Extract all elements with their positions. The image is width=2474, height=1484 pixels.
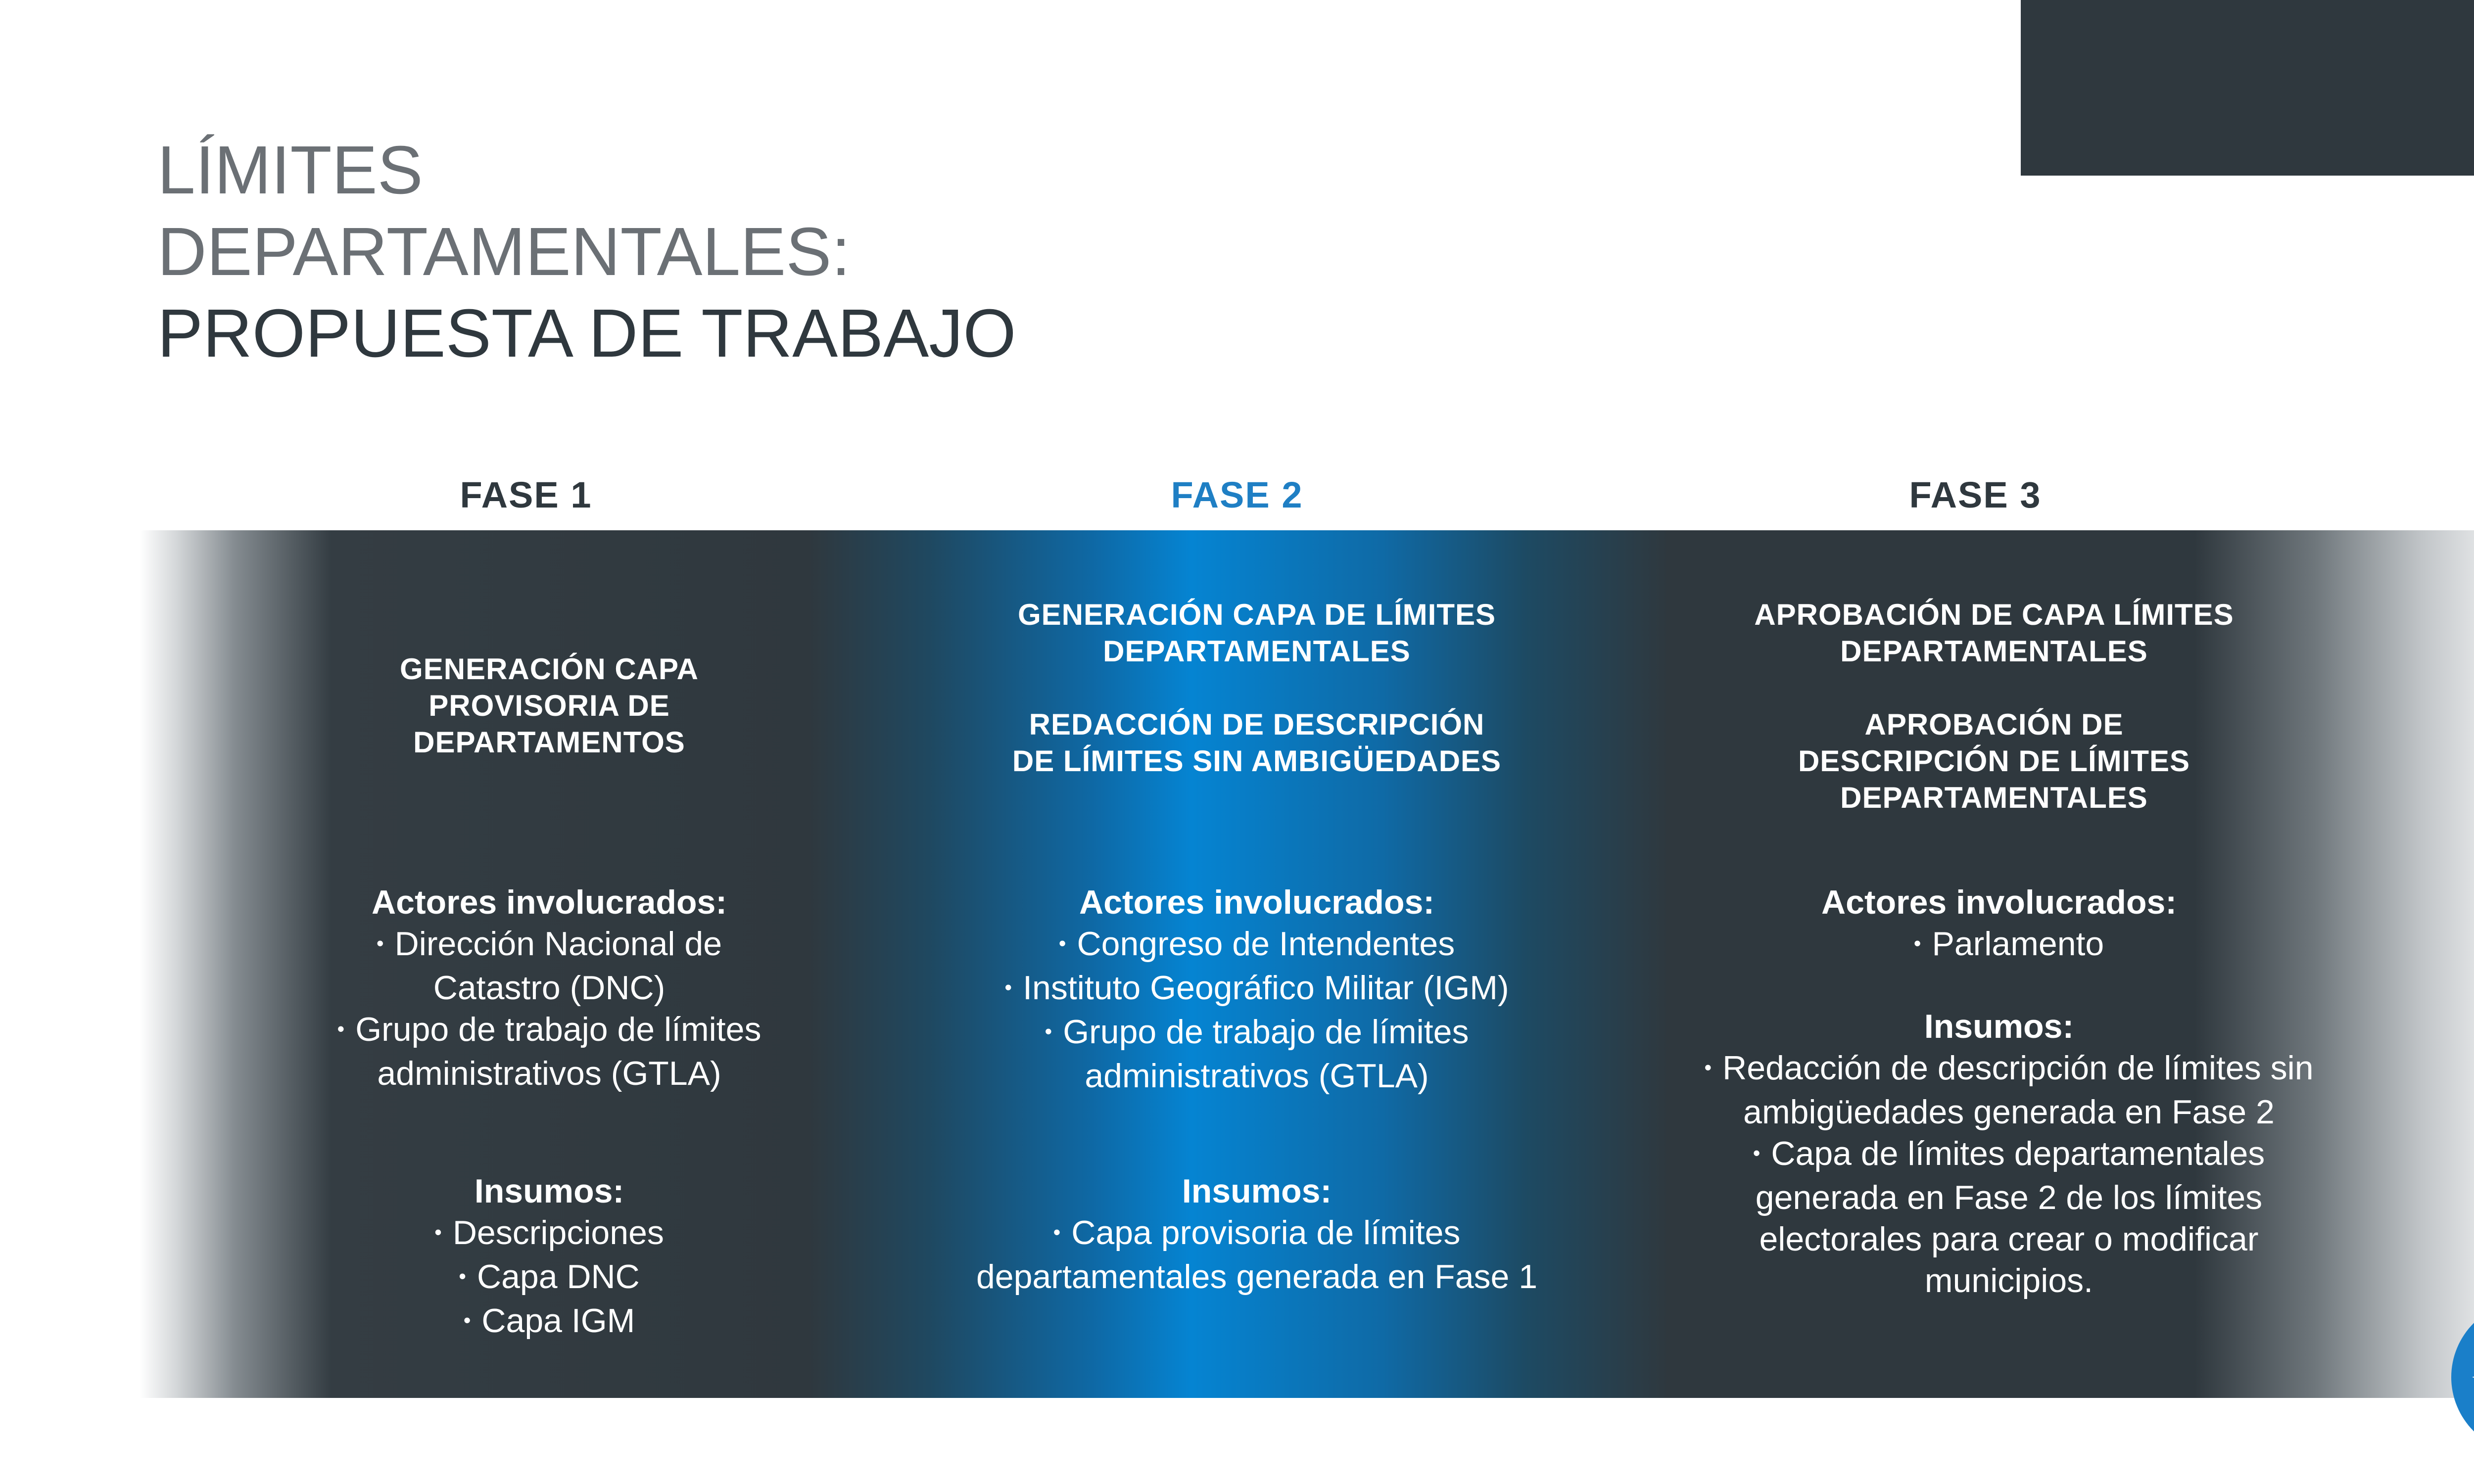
corner-decoration	[2021, 0, 2474, 176]
phase-3-input-2: • Capa de límites departamentales generada en Fase 2 de los límites electorales para crear o modificar municipios.	[1697, 1133, 2321, 1301]
phase-1-inputs	[267, 1170, 831, 1344]
phase-2-label: FASE 2	[1171, 474, 1303, 515]
phase-3-actors-list	[1653, 923, 2365, 967]
phase-1-actors-list	[267, 923, 831, 1094]
phase-2-actors-title: Actores involucrados:	[1079, 883, 1434, 921]
phase-1-actor-1: • Dirección Nacional de Catastro (DNC)	[371, 923, 727, 1009]
phase-2-actor-3: • Grupo de trabajo de límites administrativos (GTLA)	[995, 1011, 1519, 1097]
phase-1-heading-1: GENERACIÓN CAPA PROVISORIA DE DEPARTAMENTOS	[400, 652, 699, 759]
phase-3-actor-1: • Parlamento	[1653, 923, 2365, 967]
phase-3-actors-title: Actores involucrados:	[1821, 883, 2177, 921]
phase-3-heading-1: APROBACIÓN DE CAPA LÍMITES DEPARTAMENTALES	[1754, 598, 2234, 668]
phase-1-heading-block	[292, 651, 807, 761]
phase-2-inputs	[925, 1170, 1588, 1298]
phase-2-heading-2: REDACCIÓN DE DESCRIPCIÓN DE LÍMITES SIN AMBIGÜEDADES	[1012, 708, 1502, 778]
phase-2-heading-block	[970, 597, 1544, 780]
phase-3-heading-block	[1702, 597, 2286, 816]
phase-2-input-1: • Capa provisoria de límites departamentales generada en Fase 1	[930, 1212, 1583, 1298]
phase-1-label: FASE 1	[460, 474, 592, 515]
title-line-1: LÍMITES	[157, 132, 423, 208]
phase-2-actors	[925, 881, 1588, 1097]
phase-3-actors	[1653, 881, 2365, 967]
compass-rose-icon	[2450, 1300, 2474, 1454]
phase-1-actor-2: • Grupo de trabajo de límites administrativos (GTLA)	[287, 1009, 811, 1094]
title-line-3: PROPUESTA DE TRABAJO	[157, 295, 1016, 371]
phase-3-input-1: • Redacción de descripción de límites sin ambigüedades generada en Fase 2	[1682, 1047, 2335, 1133]
phase-3-heading-2: APROBACIÓN DE DESCRIPCIÓN DE LÍMITES DEPARTAMENTALES	[1798, 708, 2190, 814]
phase-3-label: FASE 3	[1909, 474, 2042, 515]
phase-3-inputs	[1653, 1006, 2365, 1301]
phase-2-inputs-title: Insumos:	[1182, 1172, 1332, 1210]
phase-1-input-3: • Capa IGM	[267, 1300, 831, 1344]
page-title	[157, 130, 1016, 374]
phase-2-actor-2: • Instituto Geográfico Militar (IGM)	[925, 967, 1588, 1011]
phase-1-inputs-title: Insumos:	[474, 1172, 624, 1210]
phase-3-inputs-list	[1653, 1047, 2365, 1301]
phase-2-heading-1: GENERACIÓN CAPA DE LÍMITES DEPARTAMENTALES	[1017, 598, 1496, 668]
phase-2-actor-1: • Congreso de Intendentes	[925, 923, 1588, 967]
phase-2-inputs-list	[925, 1212, 1588, 1298]
phase-1-actors	[267, 881, 831, 1094]
phase-3-inputs-title: Insumos:	[1924, 1008, 2074, 1045]
phase-1-input-1: • Descripciones	[267, 1212, 831, 1256]
phase-1-inputs-list	[267, 1212, 831, 1344]
phase-1-input-2: • Capa DNC	[267, 1256, 831, 1300]
phase-1-actors-title: Actores involucrados:	[372, 883, 727, 921]
phase-2-actors-list	[925, 923, 1588, 1097]
title-line-2: DEPARTAMENTALES:	[157, 214, 851, 290]
